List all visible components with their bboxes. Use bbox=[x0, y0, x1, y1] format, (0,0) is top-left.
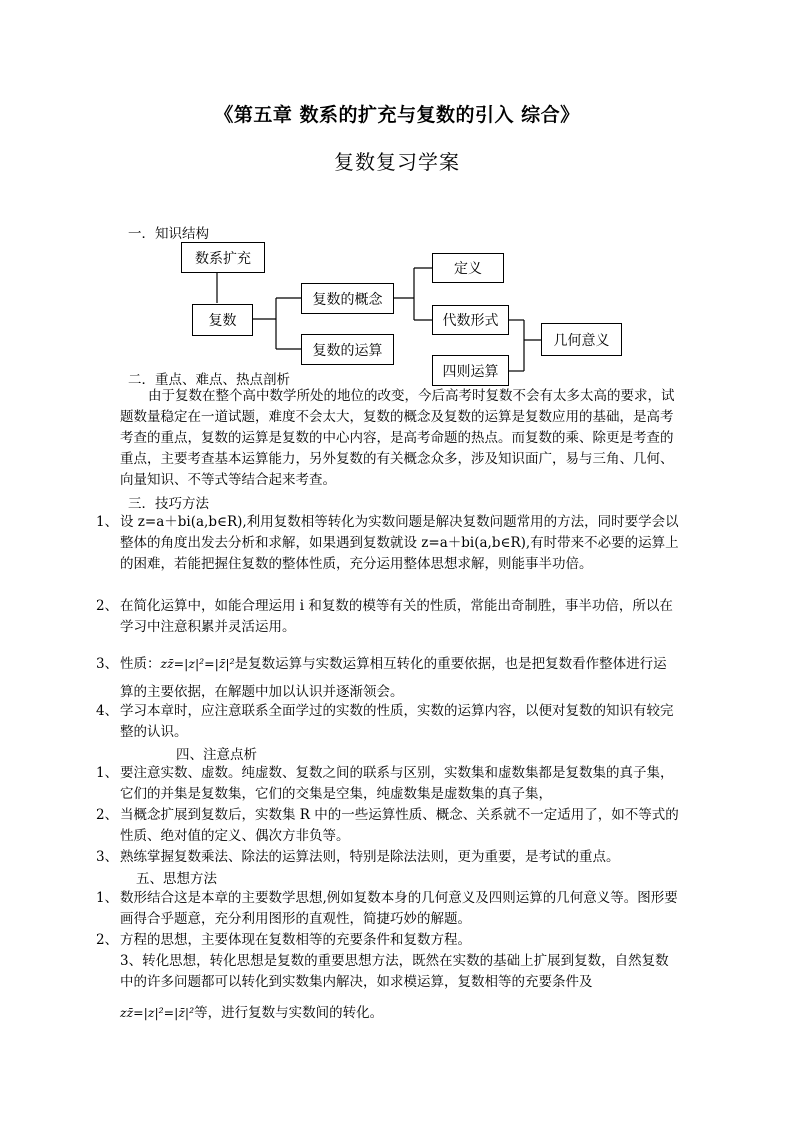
s4-item-1-number: 1、 bbox=[96, 765, 119, 781]
s4-item-1 bbox=[96, 763, 680, 805]
s4-item-2 bbox=[96, 805, 680, 847]
s4-item-3-text: 熟练掌握复数乘法、除法的运算法则，特别是除法法则，更为重要，是考试的重点。 bbox=[120, 849, 620, 865]
s5-item-1-number: 1、 bbox=[96, 890, 119, 906]
s4-item-2-text: 当概念扩展到复数后，实数集 R 中的一些运算性质、概念、关系就不一定适用了，如不等式的性质、绝对值的定义、偶次方非负等。 bbox=[120, 807, 679, 844]
section-2-heading: 二．重点、难点、热点剖析 bbox=[128, 372, 290, 388]
s4-item-3-number: 3、 bbox=[96, 849, 119, 865]
s3-item-2-number: 2、 bbox=[96, 598, 119, 614]
s3-item-3-prefix: 性质： bbox=[120, 656, 161, 672]
s3-item-4-text: 学习本章时，应注意联系全面学过的实数的性质，实数的运算内容，以便对复数的知识有较完整的认识。 bbox=[120, 703, 674, 740]
diagram-node-yunsuan: 复数的运算 bbox=[301, 334, 394, 365]
section-5-heading: 五、思想方法 bbox=[136, 871, 217, 887]
s4-item-3 bbox=[96, 847, 680, 868]
section-1-heading: 一．知识结构 bbox=[128, 226, 209, 242]
s3-item-4 bbox=[96, 701, 680, 743]
s3-item-3-formula: zz̄=|z|²=|z̄|² bbox=[160, 656, 235, 671]
diagram-node-fushu: 复数 bbox=[192, 304, 253, 336]
s3-item-4-number: 4、 bbox=[96, 703, 119, 719]
s4-item-1-text: 要注意实数、虚数。纯虚数、复数之间的联系与区别，实数集和虚数集都是复数集的真子集，它们的并集是复数集，它们的交集是空集，纯虚数集是虚数集的真子集， bbox=[120, 765, 674, 802]
document-subtitle: 复数复习学案 bbox=[334, 150, 460, 174]
s5-item-2-number: 2、 bbox=[96, 932, 119, 948]
s3-item-3 bbox=[96, 650, 680, 706]
section-2-paragraph: 由于复数在整个高中数学所处的地位的改变，今后高考时复数不会有太多太高的要求，试题数量稳定在一道试题，难度不会太大，复数的概念及复数的运算是复数应用的基础，是高考考查的重点，复数的运算是复数的中心内容，是高考命题的热点。而复数的乘、除更是考查的重点，主要考查基本运算能力，另外复数的有关概念众多，涉及知识面广，易与三角、几何、向量知识、不等式等结合起来考查。 bbox=[120, 388, 675, 488]
s5-item-3-text: 3、转化思想，转化思想是复数的重要思想方法，既然在实数的基础上扩展到复数，自然复数中的许多问题都可以转化到实数集内解决，如求模运算，复数相等的充要条件及 bbox=[120, 953, 669, 990]
s3-item-1-number: 1、 bbox=[96, 514, 119, 530]
diagram-node-sizhe: 四则运算 bbox=[432, 355, 509, 386]
diagram-node-jihe: 几何意义 bbox=[541, 323, 622, 356]
diagram-node-shuxi: 数系扩充 bbox=[181, 242, 265, 273]
diagram-node-daishu: 代数形式 bbox=[432, 305, 509, 335]
s3-item-3-text: 是复数运算与实数运算相互转化的重要依据，也是把复数看作整体进行运算的主要依据，在解题中加以认识并逐渐领会。 bbox=[120, 656, 667, 700]
s5-item-1 bbox=[96, 888, 680, 930]
diagram-node-gainian: 复数的概念 bbox=[301, 283, 394, 314]
section-4-heading: 四、注意点析 bbox=[176, 747, 257, 763]
s5-item-2-text: 方程的思想，主要体现在复数相等的充要条件和复数方程。 bbox=[120, 932, 471, 948]
document-title: 《第五章 数系的扩充与复数的引入 综合》 bbox=[214, 104, 580, 126]
s3-item-3-number: 3、 bbox=[96, 656, 119, 672]
s5-item-3 bbox=[120, 951, 680, 993]
s5-item-3-end bbox=[120, 1002, 680, 1024]
s5-item-3-formula: zz̄=|z|²=|z̄|² bbox=[120, 1005, 195, 1020]
s3-item-2-text: 在简化运算中，如能合理运用 i 和复数的模等有关的性质，常能出奇制胜，事半功倍，所以在学习中注意积累并灵活运用。 bbox=[120, 598, 673, 635]
s3-item-2 bbox=[96, 596, 680, 638]
s5-item-1-text: 数形结合这是本章的主要数学思想,例如复数本身的几何意义及四则运算的几何意义等。图形要画得合乎题意，充分利用图形的直观性，简捷巧妙的解题。 bbox=[120, 890, 678, 927]
s3-item-1 bbox=[96, 512, 680, 575]
section-3-heading: 三．技巧方法 bbox=[128, 496, 209, 512]
s3-item-1-text: 设 z=a＋bi(a,b∈R),利用复数相等转化为实数问题是解决复数问题常用的方法，同时要学会以整体的角度出发去分析和求解，如果遇到复数就设 z=a＋bi(a,b∈R),有时带来不必要的运算上的困难，若能把握住复数的整体性质，充分运用整体思想求解，则能事半功倍。 bbox=[120, 514, 679, 572]
s4-item-2-number: 2、 bbox=[96, 807, 119, 823]
diagram-node-dingyi: 定义 bbox=[432, 253, 504, 283]
s5-item-3-tail: 等，进行复数与实数间的转化。 bbox=[194, 1005, 384, 1021]
s5-item-2 bbox=[96, 930, 680, 951]
